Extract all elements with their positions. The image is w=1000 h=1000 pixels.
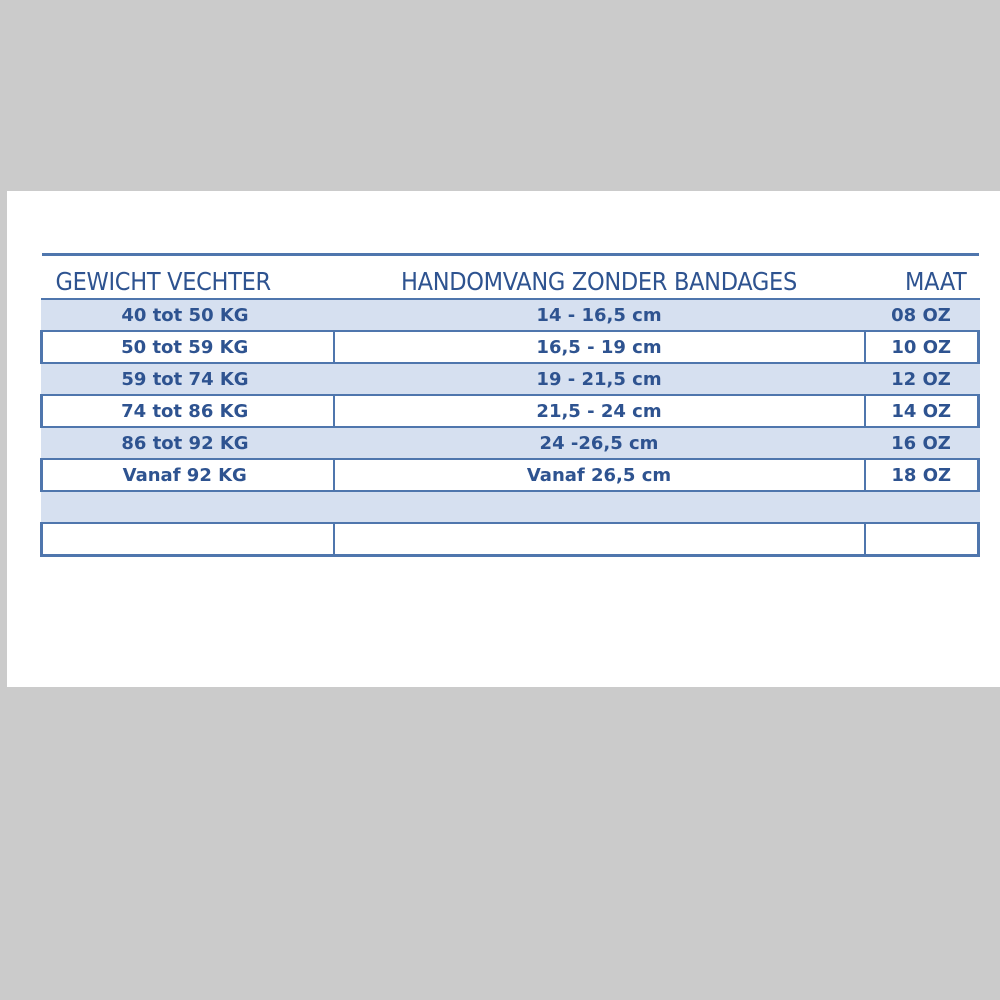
table-row [42,427,979,459]
header-weight: GEWICHT VECHTER [42,255,334,300]
cell-hand-circumference [334,523,865,556]
table-row [42,459,979,491]
cell-weight: 86 tot 92 KG [42,427,334,459]
table-row [42,395,979,427]
table-header-row [42,255,979,300]
cell-size: 12 OZ [865,363,979,395]
header-hand-circumference: HANDOMVANG ZONDER BANDAGES [334,255,865,300]
table-row [42,299,979,331]
cell-size: 16 OZ [865,427,979,459]
cell-size: 14 OZ [865,395,979,427]
cell-size [865,523,979,556]
cell-weight: 40 tot 50 KG [42,299,334,331]
cell-hand-circumference: 24 -26,5 cm [334,427,865,459]
cell-hand-circumference: Vanaf 26,5 cm [334,459,865,491]
cell-weight: 59 tot 74 KG [42,363,334,395]
cell-size [865,491,979,523]
table-row-empty [42,491,979,523]
cell-weight: Vanaf 92 KG [42,459,334,491]
size-chart-table [40,253,980,557]
table-row [42,363,979,395]
cell-hand-circumference [334,491,865,523]
cell-hand-circumference: 16,5 - 19 cm [334,331,865,363]
cell-size: 10 OZ [865,331,979,363]
cell-size: 08 OZ [865,299,979,331]
cell-hand-circumference: 14 - 16,5 cm [334,299,865,331]
table-row-empty [42,523,979,556]
cell-size: 18 OZ [865,459,979,491]
table-row [42,331,979,363]
cell-weight [42,491,334,523]
header-size: MAAT [865,255,979,300]
cell-weight [42,523,334,556]
cell-weight: 74 tot 86 KG [42,395,334,427]
cell-weight: 50 tot 59 KG [42,331,334,363]
cell-hand-circumference: 19 - 21,5 cm [334,363,865,395]
cell-hand-circumference: 21,5 - 24 cm [334,395,865,427]
